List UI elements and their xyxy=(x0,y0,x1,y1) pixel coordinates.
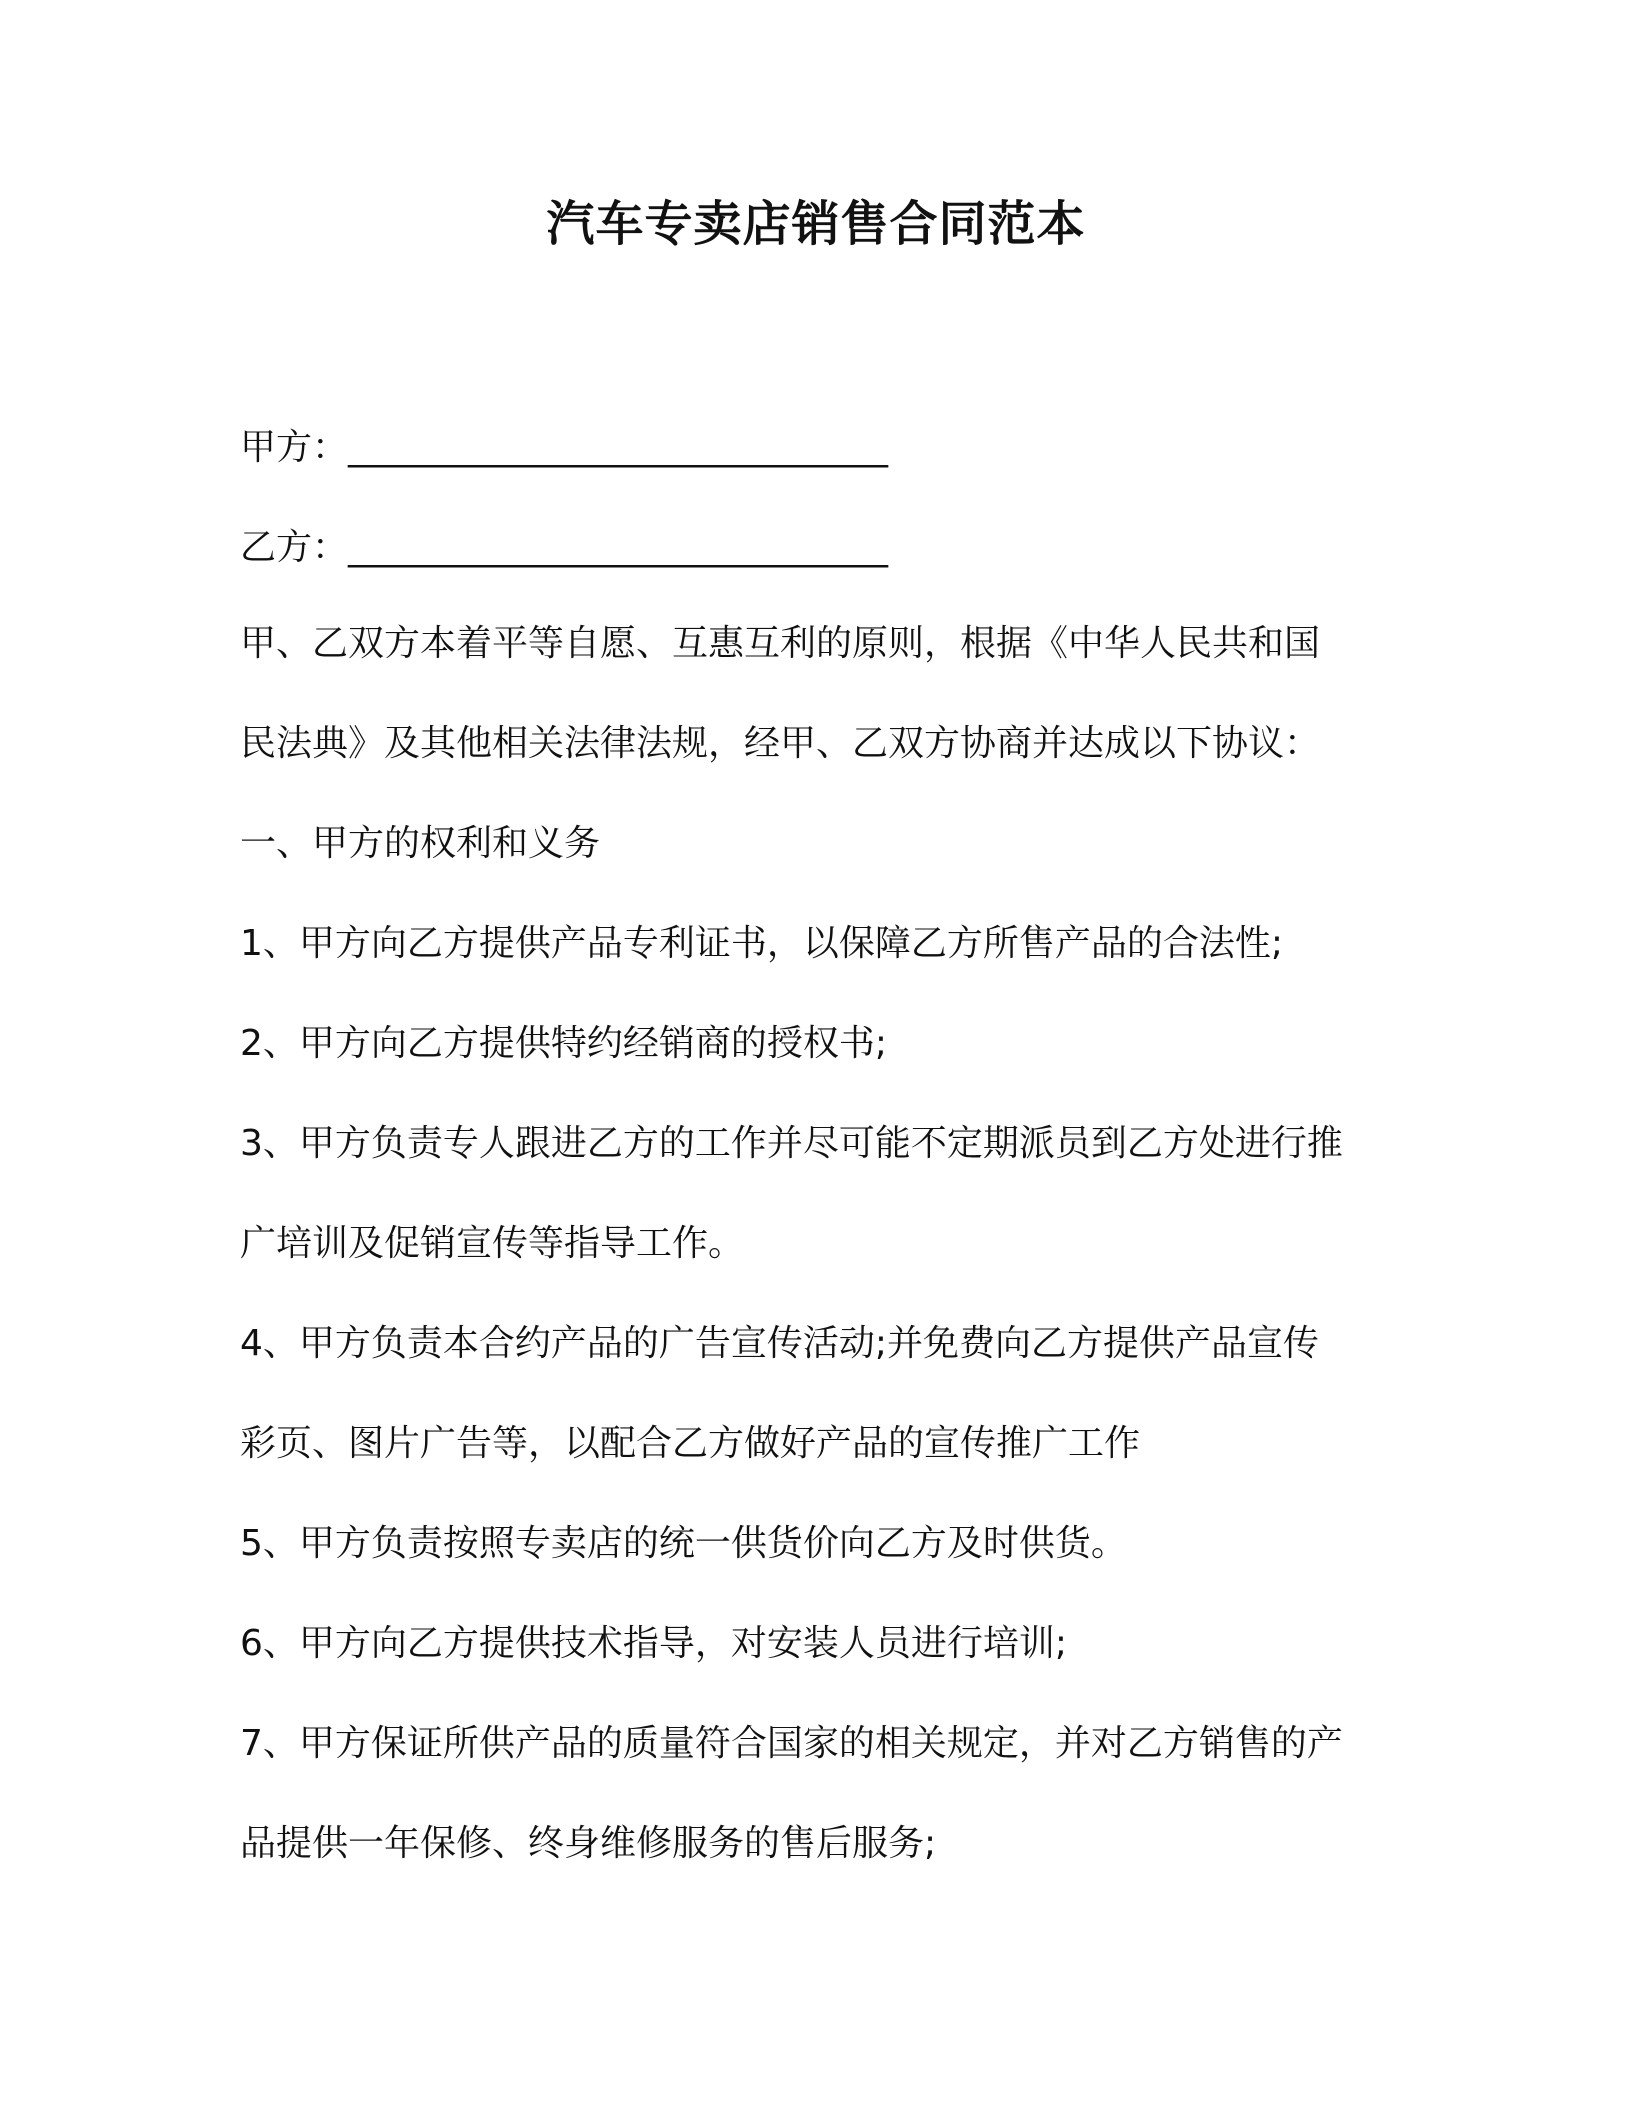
clause-2: 2、甲方向乙方提供特约经销商的授权书; xyxy=(240,1023,888,1064)
section-heading: 一、甲方的权利和义务 xyxy=(240,823,601,864)
clause-4-line-1: 4、甲方负责本合约产品的广告宣传活动;并免费向乙方提供产品宣传 xyxy=(240,1323,1320,1364)
clause-5: 5、甲方负责按照专卖店的统一供货价向乙方及时供货。 xyxy=(240,1523,1127,1564)
clause-1: 1、甲方向乙方提供产品专利证书，以保障乙方所售产品的合法性; xyxy=(240,923,1284,964)
clause-7-line-2: 品提供一年保修、终身维修服务的售后服务; xyxy=(240,1823,937,1864)
clause-3-line-1: 3、甲方负责专人跟进乙方的工作并尽可能不定期派员到乙方处进行推 xyxy=(240,1123,1343,1164)
party-a-line: 甲方：______________________________ xyxy=(240,427,889,468)
clause-7-line-1: 7、甲方保证所供产品的质量符合国家的相关规定，并对乙方销售的产 xyxy=(240,1723,1343,1764)
clause-4-line-2: 彩页、图片广告等，以配合乙方做好产品的宣传推广工作 xyxy=(240,1423,1141,1464)
document-title: 汽车专卖店销售合同范本 xyxy=(546,196,1086,252)
clause-3-line-2: 广培训及促销宣传等指导工作。 xyxy=(240,1223,745,1264)
intro-paragraph-line-1: 甲、乙双方本着平等自愿、互惠互利的原则，根据《中华人民共和国 xyxy=(240,623,1321,664)
party-b-line: 乙方：______________________________ xyxy=(240,527,889,568)
clause-6: 6、甲方向乙方提供技术指导，对安装人员进行培训; xyxy=(240,1623,1068,1664)
intro-paragraph-line-2: 民法典》及其他相关法律法规，经甲、乙双方协商并达成以下协议： xyxy=(240,723,1321,764)
